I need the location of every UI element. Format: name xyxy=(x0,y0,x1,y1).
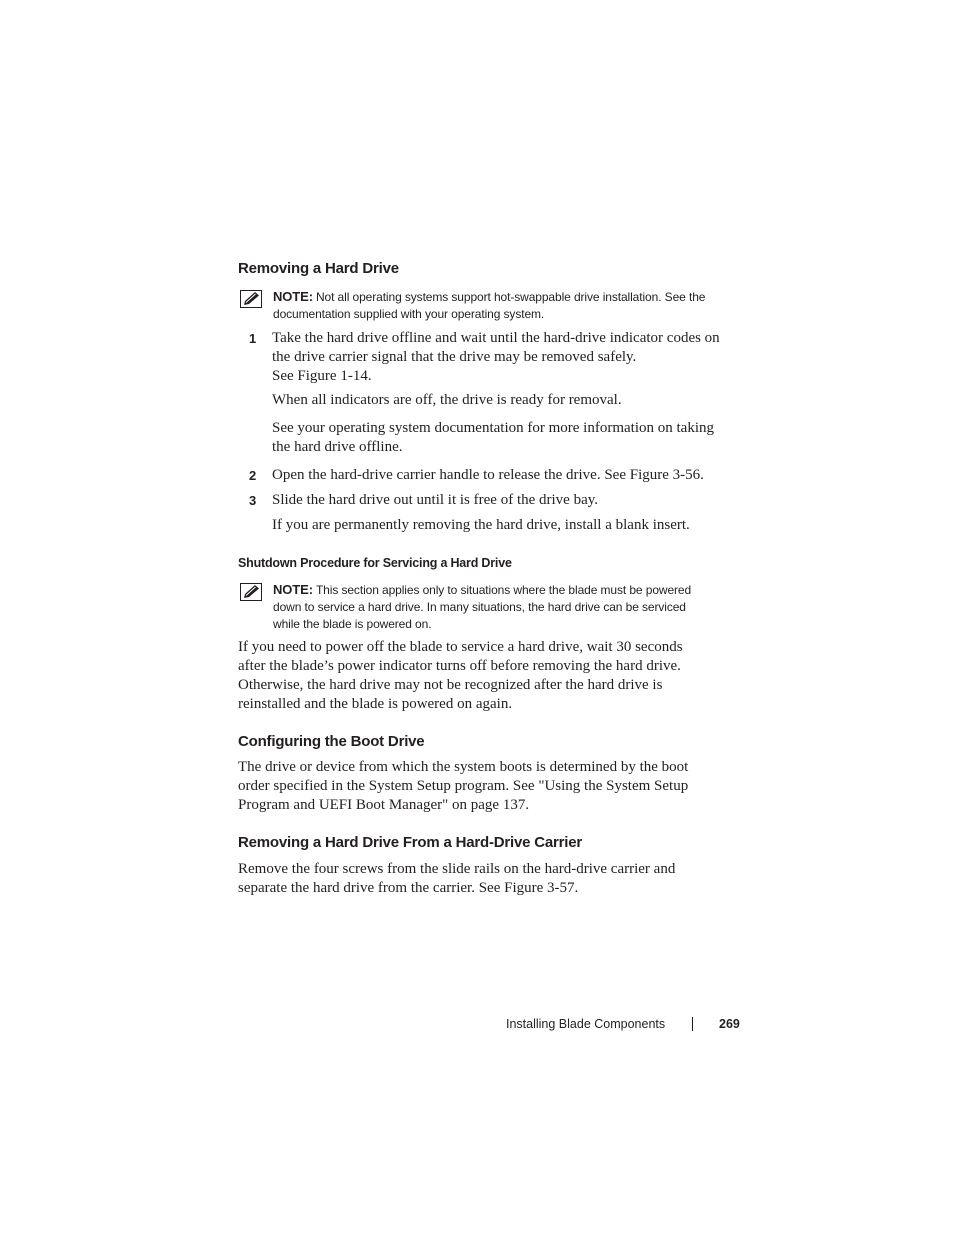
note-text: NOTE: This section applies only to situations where the blade must be powered down to service a hard drive. In many situations, the hard drive can be serviced while the blade is powered on. xyxy=(273,582,692,631)
step-number: 2 xyxy=(249,468,257,483)
step-1-note-indicators: When all indicators are off, the drive is ready for removal. xyxy=(272,392,622,408)
pencil-note-icon xyxy=(240,583,262,601)
footer-chapter-title: Installing Blade Components xyxy=(506,1017,666,1031)
pencil-note-icon xyxy=(240,290,262,308)
section-heading-removing-hard-drive: Removing a Hard Drive xyxy=(238,260,399,277)
section-heading-remove-from-carrier: Removing a Hard Drive From a Hard-Drive Carrier xyxy=(238,834,583,851)
step-number: 3 xyxy=(249,493,257,508)
section-heading-boot-drive: Configuring the Boot Drive xyxy=(238,733,425,750)
section-heading-shutdown-procedure: Shutdown Procedure for Servicing a Hard Drive xyxy=(238,556,512,570)
paragraph-boot-drive: The drive or device from which the system boots is determined by the boot order specified in the System Setup program. See "Using the System Setup Program and UEFI Boot Manager" on page 137. xyxy=(238,759,689,813)
step-3-note-blank-insert: If you are permanently removing the hard drive, install a blank insert. xyxy=(272,517,690,533)
note-label: NOTE: xyxy=(273,582,313,597)
note-text: NOTE: Not all operating systems support hot-swappable drive installation. See the documentation supplied with your operating system. xyxy=(273,289,706,321)
step-text: Slide the hard drive out until it is free of the drive bay. xyxy=(272,492,599,508)
page-number: 269 xyxy=(719,1017,740,1031)
paragraph-shutdown: If you need to power off the blade to service a hard drive, wait 30 seconds after the blade’s power indicator turns off before removing the hard drive. Otherwise, the hard drive may not be recognized after the hard drive is reinstalled and the blade is powered on again. xyxy=(238,639,683,712)
step-1-note-os-docs: See your operating system documentation for more information on taking the hard drive offline. xyxy=(272,420,714,455)
step-text: Open the hard-drive carrier handle to release the drive. See Figure 3-56. xyxy=(272,467,704,483)
step-number: 1 xyxy=(249,331,257,346)
paragraph-remove-from-carrier: Remove the four screws from the slide rails on the hard-drive carrier and separate the hard drive from the carrier. See Figure 3-57. xyxy=(238,861,676,896)
note-label: NOTE: xyxy=(273,289,313,304)
footer-separator xyxy=(692,1017,693,1031)
step-text: Take the hard drive offline and wait until the hard-drive indicator codes on the drive carrier signal that the drive may be removed safely. See Figure 1-14. xyxy=(272,330,720,384)
